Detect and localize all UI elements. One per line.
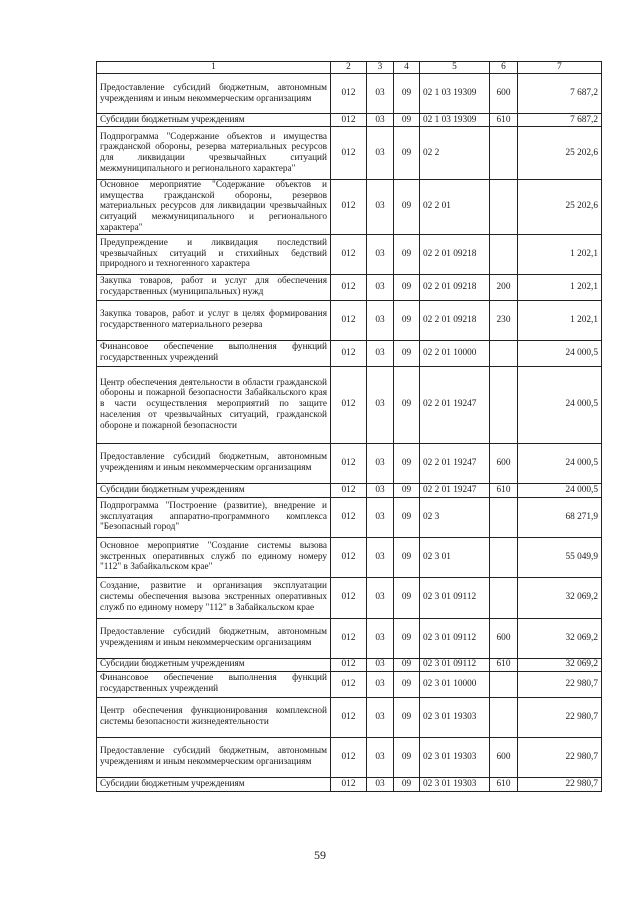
- table-row: [97, 671, 602, 697]
- row-name: Субсидии бюджетным учреждениям: [97, 114, 331, 127]
- table-row: [97, 300, 602, 340]
- row-ministry-code: 012: [331, 777, 367, 791]
- row-section-code: 03: [367, 180, 394, 235]
- row-name: Предоставление субсидий бюджетным, автономным учреждениям и иным некоммерческим организациям: [97, 443, 331, 483]
- row-amount: 22 980,7: [518, 737, 602, 777]
- row-subsection-code: 09: [394, 577, 420, 618]
- row-amount: 25 202,6: [518, 180, 602, 235]
- row-ministry-code: 012: [331, 340, 367, 366]
- row-section-code: 03: [367, 114, 394, 127]
- row-amount: 24 000,5: [518, 443, 602, 483]
- row-section-code: 03: [367, 127, 394, 180]
- page-number: 59: [314, 848, 326, 862]
- row-target-article: 02 2 01 10000: [420, 340, 490, 366]
- row-target-article: 02 2 01: [420, 180, 490, 235]
- row-subsection-code: 09: [394, 618, 420, 658]
- row-subsection-code: 09: [394, 671, 420, 697]
- row-name: Субсидии бюджетным учреждениям: [97, 658, 331, 671]
- row-amount: 25 202,6: [518, 127, 602, 180]
- row-amount: 32 069,2: [518, 658, 602, 671]
- row-section-code: 03: [367, 737, 394, 777]
- table-row: [97, 697, 602, 737]
- row-ministry-code: 012: [331, 74, 367, 114]
- row-name: Центр обеспечения функционирования комплексной системы безопасности жизнедеятельности: [97, 697, 331, 737]
- table-row: [97, 537, 602, 577]
- header-cell-6: 6: [490, 62, 518, 74]
- row-amount: 32 069,2: [518, 618, 602, 658]
- row-target-article: 02 2: [420, 127, 490, 180]
- row-target-article: 02 3 01 19303: [420, 737, 490, 777]
- row-ministry-code: 012: [331, 483, 367, 497]
- row-subsection-code: 09: [394, 180, 420, 235]
- row-ministry-code: 012: [331, 443, 367, 483]
- row-subsection-code: 09: [394, 234, 420, 274]
- header-cell-1: 1: [97, 62, 331, 74]
- row-expense-type: 600: [490, 74, 518, 114]
- table-row: [97, 274, 602, 300]
- row-amount: 55 049,9: [518, 537, 602, 577]
- row-expense-type: [490, 537, 518, 577]
- row-ministry-code: 012: [331, 658, 367, 671]
- row-ministry-code: 012: [331, 274, 367, 300]
- table-row: [97, 366, 602, 443]
- row-target-article: 02 3 01 10000: [420, 671, 490, 697]
- row-section-code: 03: [367, 74, 394, 114]
- row-amount: 7 687,2: [518, 114, 602, 127]
- row-subsection-code: 09: [394, 127, 420, 180]
- row-target-article: 02 3: [420, 497, 490, 537]
- row-expense-type: [490, 577, 518, 618]
- row-name: Предоставление субсидий бюджетным, автономным учреждениям и иным некоммерческим организациям: [97, 74, 331, 114]
- row-name: Подпрограмма "Содержание объектов и имущества гражданской обороны, резерва материальных ресурсов для ликвидации чрезвычайных ситуаций межмуниципального и регионального характера": [97, 127, 331, 180]
- row-target-article: 02 2 01 09218: [420, 274, 490, 300]
- row-amount: 32 069,2: [518, 577, 602, 618]
- row-section-code: 03: [367, 483, 394, 497]
- row-amount: 24 000,5: [518, 483, 602, 497]
- row-expense-type: 610: [490, 777, 518, 791]
- row-target-article: 02 3 01 09112: [420, 658, 490, 671]
- table-row: [97, 127, 602, 180]
- row-section-code: 03: [367, 300, 394, 340]
- header-cell-3: 3: [367, 62, 394, 74]
- row-target-article: 02 3 01 19303: [420, 697, 490, 737]
- row-ministry-code: 012: [331, 697, 367, 737]
- row-subsection-code: 09: [394, 658, 420, 671]
- row-target-article: 02 2 01 19247: [420, 443, 490, 483]
- row-expense-type: [490, 697, 518, 737]
- table-row: [97, 483, 602, 497]
- table-row: [97, 340, 602, 366]
- table-row: [97, 114, 602, 127]
- row-amount: 24 000,5: [518, 340, 602, 366]
- row-name: Закупка товаров, работ и услуг в целях формирования государственного материального резерва: [97, 300, 331, 340]
- row-expense-type: 610: [490, 483, 518, 497]
- row-amount: 22 980,7: [518, 671, 602, 697]
- row-subsection-code: 09: [394, 274, 420, 300]
- row-expense-type: [490, 497, 518, 537]
- row-ministry-code: 012: [331, 180, 367, 235]
- header-cell-2: 2: [331, 62, 367, 74]
- row-section-code: 03: [367, 658, 394, 671]
- table-row: [97, 737, 602, 777]
- table-row: [97, 658, 602, 671]
- row-section-code: 03: [367, 697, 394, 737]
- row-section-code: 03: [367, 274, 394, 300]
- row-name: Основное мероприятие "Создание системы вызова экстренных оперативных служб по единому номеру "112" в Забайкальском крае": [97, 537, 331, 577]
- table-row: [97, 74, 602, 114]
- row-expense-type: [490, 671, 518, 697]
- row-name: Центр обеспечения деятельности в области гражданской обороны и пожарной безопасности Забайкальского края в части осуществления мероприятий по защите населения от чрезвычайных ситуаций, гражданской обороне и пожарной безопасности: [97, 366, 331, 443]
- row-ministry-code: 012: [331, 537, 367, 577]
- row-subsection-code: 09: [394, 737, 420, 777]
- row-name: Создание, развитие и организация эксплуатации системы обеспечения вызова экстренных оперативных служб по единому номеру "112" в Забайкальском крае: [97, 577, 331, 618]
- row-expense-type: 230: [490, 300, 518, 340]
- row-target-article: 02 2 01 19247: [420, 366, 490, 443]
- row-amount: 1 202,1: [518, 234, 602, 274]
- row-name: Основное мероприятие "Содержание объектов и имущества гражданской обороны, резервов материальных ресурсов для ликвидации чрезвычайных ситуаций межмуниципального и регионального характера": [97, 180, 331, 235]
- row-amount: 22 980,7: [518, 777, 602, 791]
- row-name: Предоставление субсидий бюджетным, автономным учреждениям и иным некоммерческим организациям: [97, 737, 331, 777]
- header-row: [97, 62, 602, 74]
- row-section-code: 03: [367, 340, 394, 366]
- row-ministry-code: 012: [331, 618, 367, 658]
- row-subsection-code: 09: [394, 114, 420, 127]
- row-amount: 1 202,1: [518, 274, 602, 300]
- row-section-code: 03: [367, 577, 394, 618]
- row-subsection-code: 09: [394, 340, 420, 366]
- table-row: [97, 234, 602, 274]
- row-target-article: 02 1 03 19309: [420, 74, 490, 114]
- row-expense-type: [490, 340, 518, 366]
- row-name: Закупка товаров, работ и услуг для обеспечения государственных (муниципальных) нужд: [97, 274, 331, 300]
- row-ministry-code: 012: [331, 737, 367, 777]
- row-name: Финансовое обеспечение выполнения функций государственных учреждений: [97, 671, 331, 697]
- row-section-code: 03: [367, 671, 394, 697]
- row-subsection-code: 09: [394, 366, 420, 443]
- table-row: [97, 443, 602, 483]
- row-section-code: 03: [367, 443, 394, 483]
- table-row: [97, 618, 602, 658]
- row-expense-type: [490, 127, 518, 180]
- row-expense-type: 610: [490, 114, 518, 127]
- row-name: Подпрограмма "Построение (развитие), внедрение и эксплуатация аппаратно-программного комплекса "Безопасный город": [97, 497, 331, 537]
- row-expense-type: 610: [490, 658, 518, 671]
- row-name: Предоставление субсидий бюджетным, автономным учреждениям и иным некоммерческим организациям: [97, 618, 331, 658]
- row-name: Субсидии бюджетным учреждениям: [97, 483, 331, 497]
- row-subsection-code: 09: [394, 300, 420, 340]
- row-name: Субсидии бюджетным учреждениям: [97, 777, 331, 791]
- row-subsection-code: 09: [394, 777, 420, 791]
- row-name: Финансовое обеспечение выполнения функций государственных учреждений: [97, 340, 331, 366]
- header-cell-7: 7: [518, 62, 602, 74]
- table-row: [97, 777, 602, 791]
- table-row: [97, 577, 602, 618]
- row-ministry-code: 012: [331, 577, 367, 618]
- row-target-article: 02 3 01: [420, 537, 490, 577]
- row-target-article: 02 3 01 09112: [420, 577, 490, 618]
- header-cell-4: 4: [394, 62, 420, 74]
- row-expense-type: 600: [490, 618, 518, 658]
- row-expense-type: [490, 366, 518, 443]
- row-ministry-code: 012: [331, 127, 367, 180]
- row-target-article: 02 2 01 09218: [420, 300, 490, 340]
- row-amount: 1 202,1: [518, 300, 602, 340]
- row-ministry-code: 012: [331, 300, 367, 340]
- row-ministry-code: 012: [331, 366, 367, 443]
- row-target-article: 02 1 03 19309: [420, 114, 490, 127]
- row-ministry-code: 012: [331, 671, 367, 697]
- row-amount: 24 000,5: [518, 366, 602, 443]
- row-expense-type: [490, 234, 518, 274]
- row-section-code: 03: [367, 537, 394, 577]
- row-ministry-code: 012: [331, 497, 367, 537]
- table-row: [97, 180, 602, 235]
- row-target-article: 02 2 01 19247: [420, 483, 490, 497]
- row-target-article: 02 3 01 19303: [420, 777, 490, 791]
- row-ministry-code: 012: [331, 114, 367, 127]
- budget-table: [96, 61, 602, 792]
- row-subsection-code: 09: [394, 74, 420, 114]
- row-section-code: 03: [367, 497, 394, 537]
- row-expense-type: [490, 180, 518, 235]
- row-amount: 68 271,9: [518, 497, 602, 537]
- row-section-code: 03: [367, 234, 394, 274]
- row-target-article: 02 3 01 09112: [420, 618, 490, 658]
- header-cell-5: 5: [420, 62, 490, 74]
- row-subsection-code: 09: [394, 697, 420, 737]
- row-expense-type: 200: [490, 274, 518, 300]
- row-subsection-code: 09: [394, 537, 420, 577]
- row-expense-type: 600: [490, 737, 518, 777]
- row-section-code: 03: [367, 618, 394, 658]
- row-expense-type: 600: [490, 443, 518, 483]
- row-target-article: 02 2 01 09218: [420, 234, 490, 274]
- row-subsection-code: 09: [394, 483, 420, 497]
- row-ministry-code: 012: [331, 234, 367, 274]
- table-row: [97, 497, 602, 537]
- row-subsection-code: 09: [394, 443, 420, 483]
- row-amount: 22 980,7: [518, 697, 602, 737]
- row-name: Предупреждение и ликвидация последствий чрезвычайных ситуаций и стихийных бедствий природного и техногенного характера: [97, 234, 331, 274]
- row-amount: 7 687,2: [518, 74, 602, 114]
- row-section-code: 03: [367, 777, 394, 791]
- row-subsection-code: 09: [394, 497, 420, 537]
- row-section-code: 03: [367, 366, 394, 443]
